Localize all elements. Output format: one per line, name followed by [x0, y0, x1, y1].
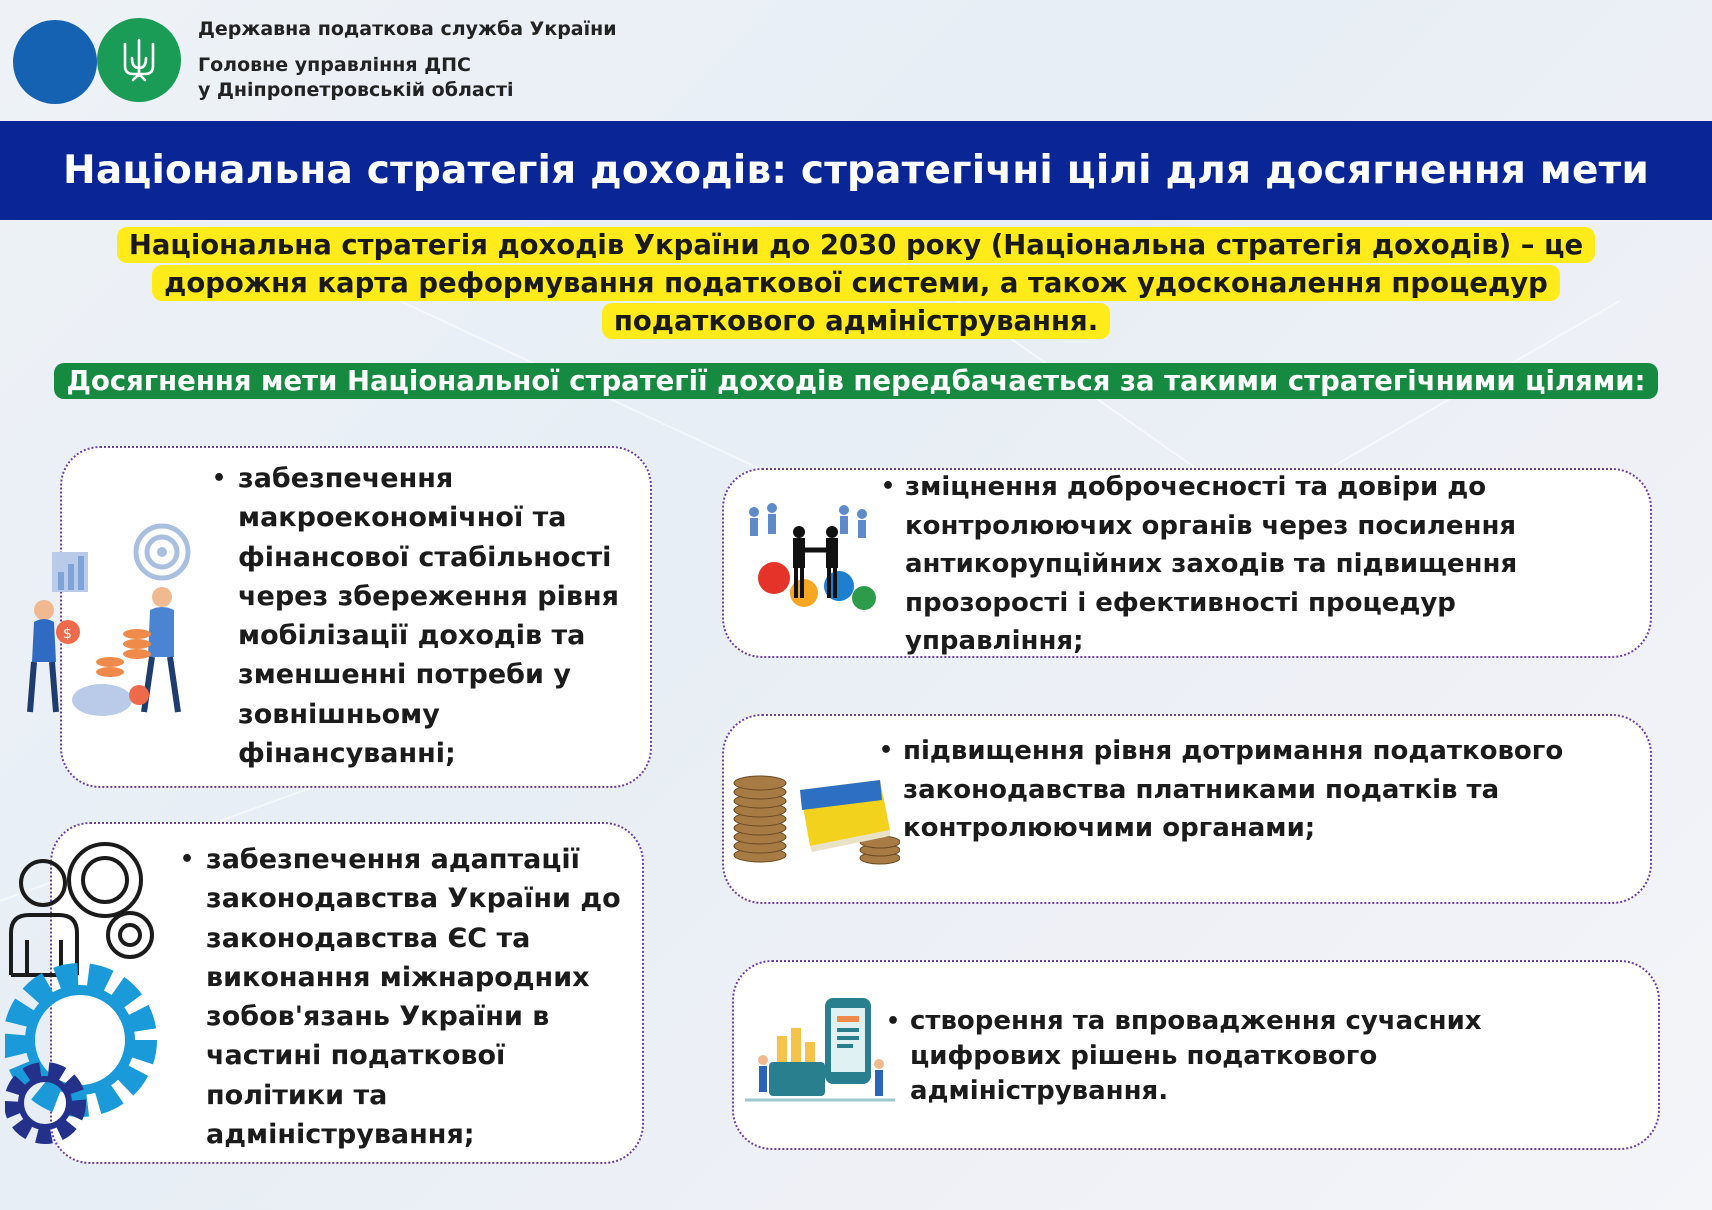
goal-text-digital [886, 1004, 1650, 1109]
bullet: • [879, 738, 894, 763]
page-title: Національна стратегія доходів: стратегічні цілі для досягнення мети [63, 148, 1649, 193]
goal-line: зовнішньому [238, 698, 440, 730]
goal-line: підвищення рівня дотримання податкового [903, 736, 1564, 766]
goal-line: законодавства України до [206, 883, 621, 915]
goal-line: зобов'язань України в [206, 1001, 550, 1033]
goal-line: зменшенні потреби у [238, 659, 571, 691]
goal-line: управління; [905, 626, 1084, 656]
svg-text:$: $ [63, 626, 72, 642]
handshake-gears-illustration [744, 498, 884, 618]
goal-line: законодавства ЄС та [206, 922, 531, 954]
bullet: • [881, 474, 896, 499]
finance-people-illustration [2, 512, 202, 722]
goal-line: контролюючих органів через посилення [905, 510, 1517, 541]
goal-line: макроекономічної та [238, 502, 567, 534]
goal-line: забезпечення адаптації [206, 844, 580, 875]
goal-line: контролюючими органами; [903, 813, 1316, 843]
goal-line: прозорості і ефективності процедур [905, 587, 1456, 618]
trident-icon [119, 36, 159, 84]
goal-line: мобілізації доходів та [238, 620, 586, 652]
goal-line: адміністрування. [910, 1076, 1169, 1106]
coins-tax-code-illustration [730, 760, 900, 870]
goal-heading-block [40, 362, 1672, 401]
intro-block [70, 226, 1642, 340]
goal-text-eu-adaptation [180, 840, 646, 1154]
goal-line: антикорупційних заходів та підвищення [905, 549, 1518, 579]
goal-text-macro-stability [212, 459, 648, 773]
goal-line: створення та впровадження сучасних [910, 1006, 1482, 1036]
dps-logo-green-circle [97, 18, 181, 102]
org-department: Головне управління ДПС [198, 54, 472, 76]
dps-logo-blue-circle [13, 20, 97, 104]
goal-line: фінансуванні; [238, 738, 456, 770]
org-name: Державна податкова служба України [198, 18, 617, 40]
goal-line: фінансової стабільності [238, 541, 612, 573]
person-gears-icon [5, 835, 175, 1145]
title-band [0, 121, 1712, 220]
goal-text-compliance [879, 732, 1648, 848]
goal-line: частині податкової [206, 1040, 506, 1072]
goal-line: виконання міжнародних [206, 961, 590, 993]
digital-solutions-illustration [745, 990, 895, 1110]
bullet: • [180, 847, 195, 872]
bullet: • [886, 1009, 901, 1034]
intro-text: Національна стратегія доходів України до 2030 року (Національна стратегія доходів) – це дорожня карта реформування податкової системи, а також удосконалення процедур податкового адміністрування. [117, 227, 1595, 339]
goal-line: адміністрування; [206, 1119, 475, 1151]
goal-line: через збереження рівня [238, 580, 619, 612]
goal-text-integrity [881, 468, 1645, 661]
goal-heading: Досягнення мети Національної стратегії доходів передбачається за такими стратегічними цілями: [54, 363, 1657, 399]
goal-line: цифрових рішень податкового [910, 1041, 1378, 1071]
bullet: • [212, 466, 227, 491]
org-region: у Дніпропетровській області [198, 79, 514, 101]
goal-line: законодавства платниками податків та [903, 774, 1500, 805]
goal-line: зміцнення доброчесності та довіри до [905, 472, 1487, 502]
goal-line: політики та [206, 1079, 388, 1111]
goal-line: забезпечення [238, 463, 454, 494]
